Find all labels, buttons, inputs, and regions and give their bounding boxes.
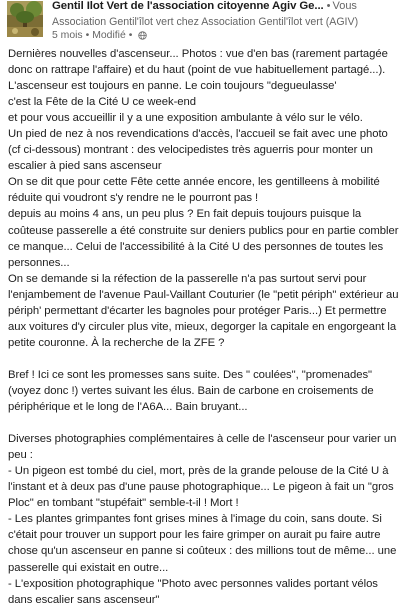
author-avatar[interactable] xyxy=(7,1,43,37)
post-time: 5 mois xyxy=(52,30,83,41)
author-name[interactable]: Gentil Ilot Vert de l'association citoyenne Agiv Ge... xyxy=(52,0,324,12)
author-line xyxy=(52,0,403,15)
post-text: Dernières nouvelles d'ascenseur... Photos : vue d'en bas (rarement partagée donc on rattrape l'affaire) et du haut (point de vue habituellement partagé...). L'ascenseur est toujours en panne. Le coin toujours "degueulasse' c'est la Fête de la Cité U ce week-end et pour vous accueillir il y a une exposition ambulante à vélo sur le vélo. Un pied de nez à nos revendications d'accès, l'accueil se fait avec une photo (cf ci-dessous) montrant : des velocipedistes très aguerris pour monter un escalier à pied sans ascenseur On se dit que pour cette Fête cette année encore, les gentilleens à mobilité réduite qui voudront s'y rendre ne le pourront pas ! depuis au moins 4 ans, un peu plus ? En fait depuis toujours puisque la coûteuse passerelle a été construite sur deniers publics pour en partie combler ce manque... Celui de l'accessibilité à la Cité U des personnes de toutes les personnes... On se demande si la réfection de la passerelle n'a pas surtout servi pour l'enjambement de l'avenue Paul-Vaillant Couturier (le "petit périph" extérieur au périph' permettant d'écarter les bagnoles pour protéger Paris...) Et permettre aux voitures d'y circuler plus vite, mieux, degorger la capitale en engorgeant la petite couronne. À la recherche de la ZFE ? Bref ! Ici ce sont les promesses sans suite. Des " coulées", "promenades" (voyez donc !) vertes suivant les élus. Bain de carbone en croisements de périphérique et le long de l'A6A... Bain bruyant... Diverses photographies complémentaires à celle de l'ascenseur pour varier un peu : - Un pigeon est tombé du ciel, mort, près de la grande pelouse de la Cité U à l'instant et à deux pas d'une pause photographique... Le pigeon à fait un "gros Ploc" en tombant "stupéfait" semble-t-il ! Mort ! - Les plantes grimpantes font grises mines à l'image du coin, sans doute. Si c'était pour trouver un support pour les faire grimper on aurait pu faire autre chose qu'un ascenseur en panne si coûteux : des millions tout de même... une passerelle qui existait en outre... - L'exposition photographique "Photo avec personnes valides portant vélos dans escalier sans ascenseur" xyxy=(8,48,399,606)
meta-dot-2: • xyxy=(128,30,133,41)
avatar-image xyxy=(7,1,43,37)
globe-icon xyxy=(138,31,147,40)
edited-label: Modifié xyxy=(92,30,126,41)
you-badge: Vous xyxy=(332,0,357,12)
author-separator: • xyxy=(326,0,331,12)
post-context: Association Gentil'îlot vert chez Association Gentil'îlot vert (AGIV) xyxy=(52,16,359,28)
post-header xyxy=(0,0,407,42)
meta-dot: • xyxy=(85,30,90,41)
post-meta xyxy=(52,29,403,42)
header-text xyxy=(52,0,403,42)
